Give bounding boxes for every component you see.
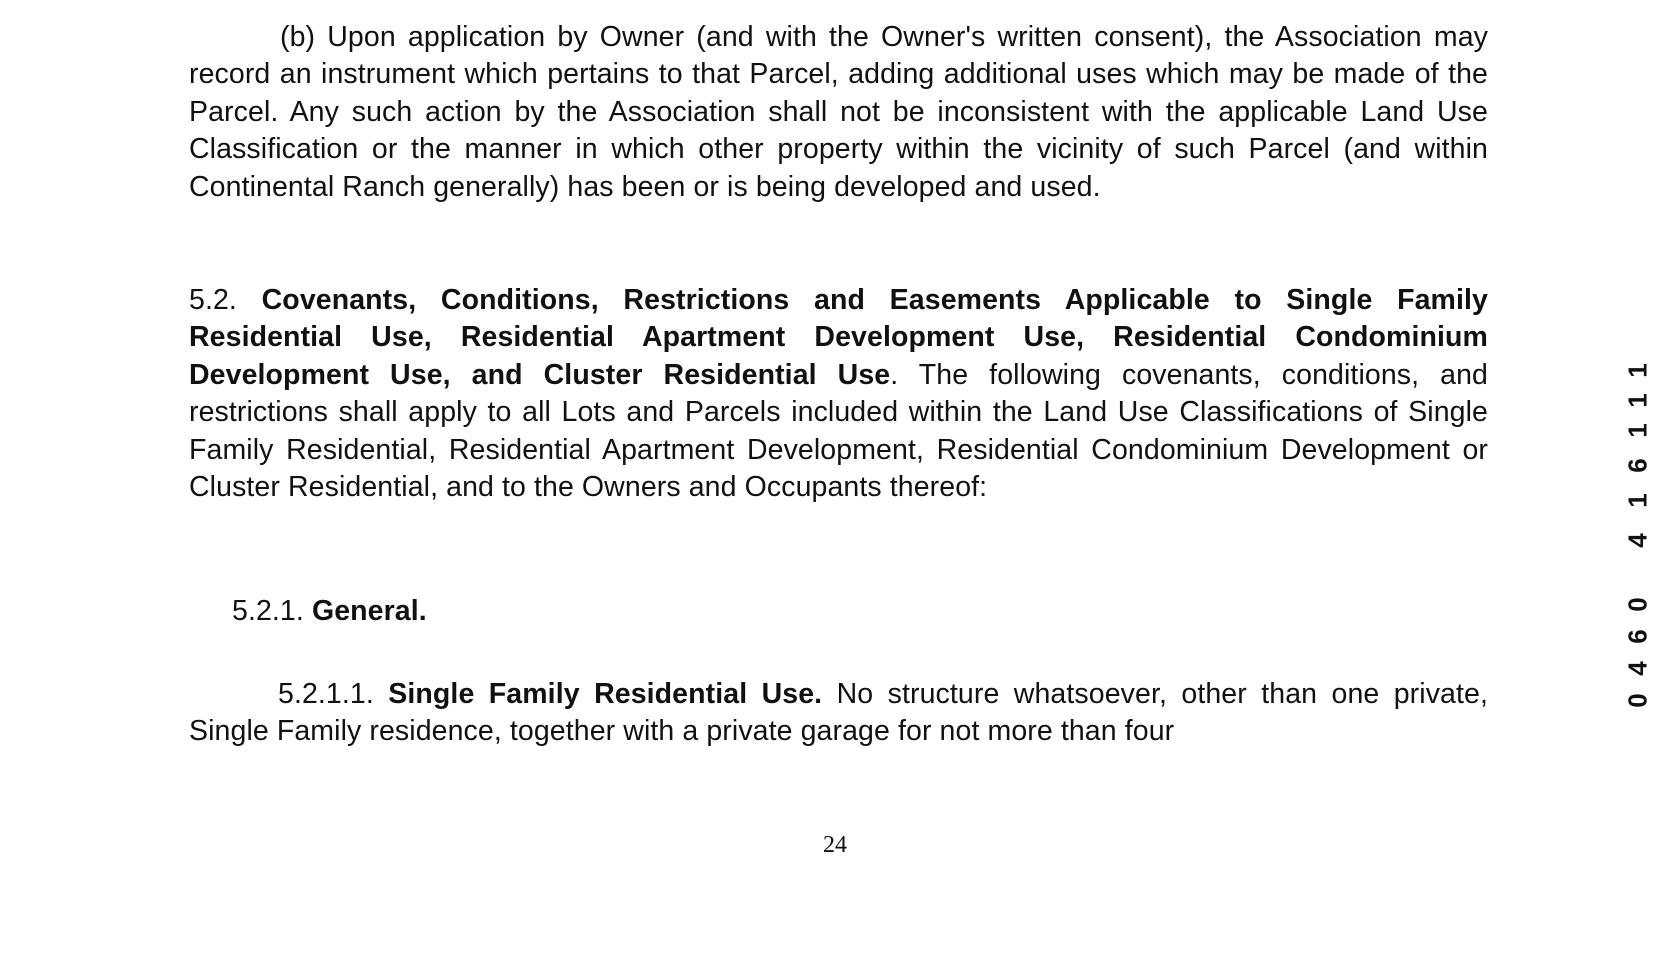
section-5-2-1 — [232, 593, 1032, 631]
stamp-char: 0 — [1622, 693, 1653, 708]
section-5-2-1-1-number: 5.2.1.1. — [278, 677, 389, 710]
side-recording-stamp — [1618, 355, 1658, 708]
stamp-char: 4 — [1622, 533, 1653, 548]
section-5-2-1-1-heading: Single Family Residential Use. — [388, 677, 823, 710]
stamp-char: 0 — [1622, 597, 1653, 612]
stamp-char: 6 — [1622, 629, 1653, 644]
stamp-char: 1 — [1622, 393, 1653, 408]
section-5-2-1-number: 5.2.1. — [232, 594, 312, 627]
section-5-2-heading: Covenants, Conditions, Restrictions and Easements Applicable to Single Family Residential Use, Residential Apartment Development Use, Residential Condominium Development Use, and Cluster Residential Use — [189, 283, 1488, 391]
paragraph-b: (b) Upon application by Owner (and with the Owner's written consent), the Association may record an instrument which pertains to that Parcel, adding additional uses which may be made of the Parcel. Any such action by the Association shall not be inconsistent with the applicable Land Use Classification or the manner in which other property within the vicinity of such Parcel (and within Continental Ranch generally) has been or is being developed and used. — [189, 20, 1488, 203]
page-number: 24 — [823, 832, 847, 858]
section-5-2 — [189, 282, 1488, 507]
stamp-char: 4 — [1622, 661, 1653, 676]
section-5-2-1-heading: General. — [311, 594, 427, 627]
stamp-char: 1 — [1622, 493, 1653, 508]
section-5-2-1-1 — [189, 676, 1488, 751]
stamp-char: 6 — [1622, 458, 1653, 473]
section-5-2-number: 5.2. — [189, 283, 237, 316]
stamp-char: 1 — [1622, 363, 1653, 378]
stamp-char: 1 — [1622, 423, 1653, 438]
section-5-2-heading-end: . — [890, 358, 899, 391]
section-5-2-body: The following covenants, conditions, and restrictions shall apply to all Lots and Parcels included within the Land Use Classifications of Single Family Residential, Residential Apartment Development, Residential Condominium Development or Cluster Residential, and to the Owners and Occupants thereof: — [189, 358, 1489, 503]
section-5-2-1-1-body: No structure whatsoever, other than one private, Single Family residence, together with a private garage for not more than four — [189, 677, 1488, 747]
